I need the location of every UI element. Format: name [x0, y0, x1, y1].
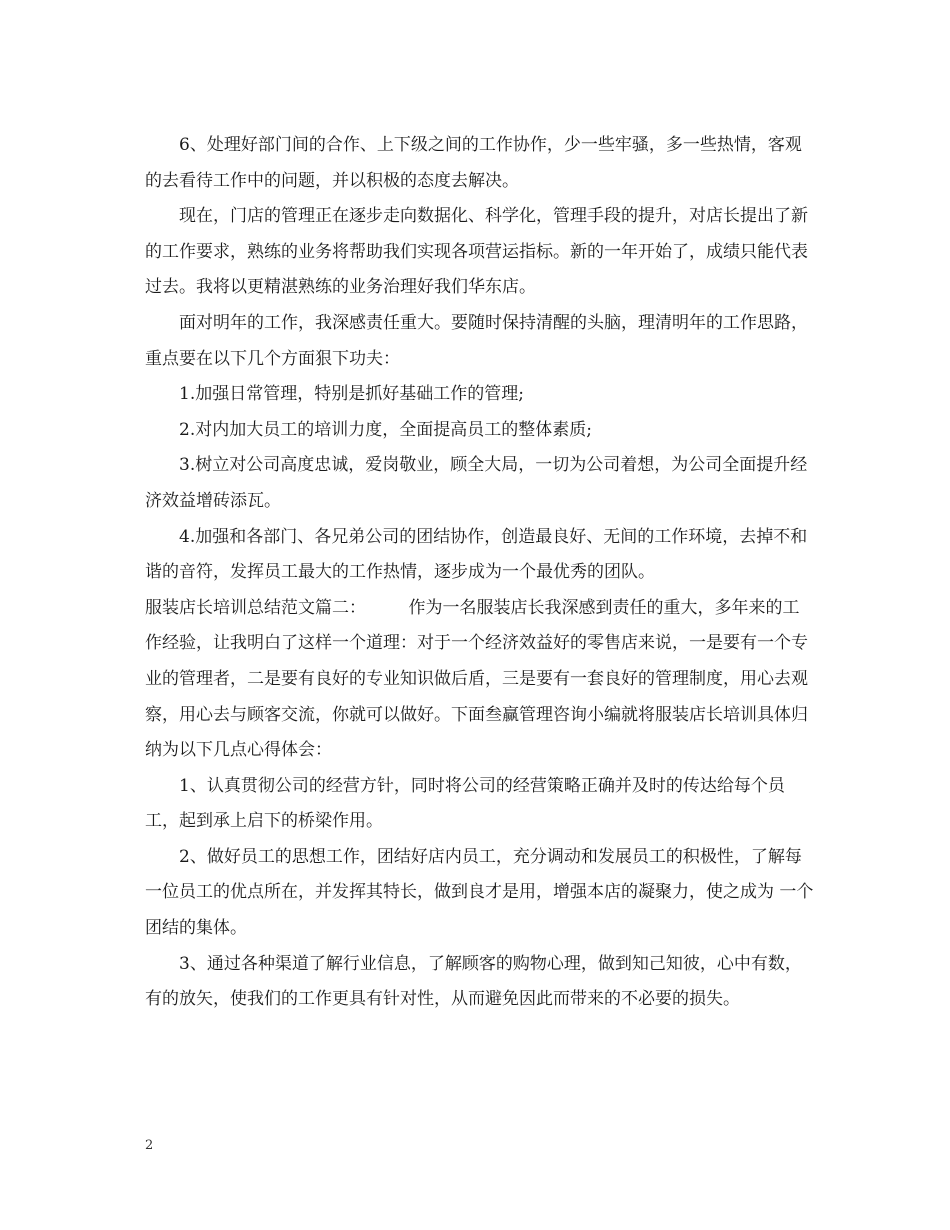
list-item: 3、通过各种渠道了解行业信息，了解顾客的购物心理，做到知己知彼，心中有数，有的放矢，使我们的工作更具有针对性，从而避免因此而带来的不必要的损失。: [145, 953, 802, 1010]
paragraph: 6、处理好部门间的合作、上下级之间的工作协作，少一些牢骚，多一些热情，客观的去看待工作中的问题，并以积极的态度去解决。: [145, 135, 802, 191]
list-item: 2.对内加大员工的培训力度，全面提高员工的整体素质;: [179, 419, 592, 440]
list-item: 1、认真贯彻公司的经营方针，同时将公司的经营策略正确并及时的传达给每个员工，起到承上启下的桥梁作用。: [145, 775, 785, 832]
list-item: 3.树立对公司高度忠诚，爱岗敬业，顾全大局，一切为公司着想，为公司全面提升经济效益增砖添瓦。: [145, 455, 808, 511]
section-intro-paragraph: 服装店长培训总结范文篇二： 作为一名服装店长我深感到责任的重大，多年来的工作经验，让我明白了这样一个道理：对于一个经济效益好的零售店来说，一是要有一个专业的管理者，二是要有良好的专业知识做后盾，三是要有一套良好的管理制度，用心去观察，用心去与顾客交流，你就可以做好。下面叁赢管理咨询小编就将服装店长培训具体归纳为以下几点心得体会：: [145, 597, 808, 761]
document-body: [145, 128, 815, 1018]
list-item: 1.加强日常管理，特别是抓好基础工作的管理;: [179, 384, 524, 405]
list-item: 4.加强和各部门、各兄弟公司的团结协作，创造最良好、无间的工作环境，去掉不和谐的音符，发挥员工最大的工作热情，逐步成为一个最优秀的团队。: [145, 526, 808, 583]
paragraph: 现在，门店的管理正在逐步走向数据化、科学化，管理手段的提升，对店长提出了新的工作要求，熟练的业务将帮助我们实现各项营运指标。新的一年开始了，成绩只能代表过去。我将以更精湛熟练的业务治理好我们华东店。: [145, 206, 808, 298]
page-number: 2: [145, 1138, 154, 1153]
paragraph: 面对明年的工作，我深感责任重大。要随时保持清醒的头脑，理清明年的工作思路，重点要在以下几个方面狠下功夫：: [145, 312, 808, 369]
list-item: 2、做好员工的思想工作，团结好店内员工，充分调动和发展员工的积极性，了解每一位员工的优点所在，并发挥其特长，做到良才是用，增强本店的凝聚力，使之成为 一个团结的集体。: [145, 846, 814, 939]
